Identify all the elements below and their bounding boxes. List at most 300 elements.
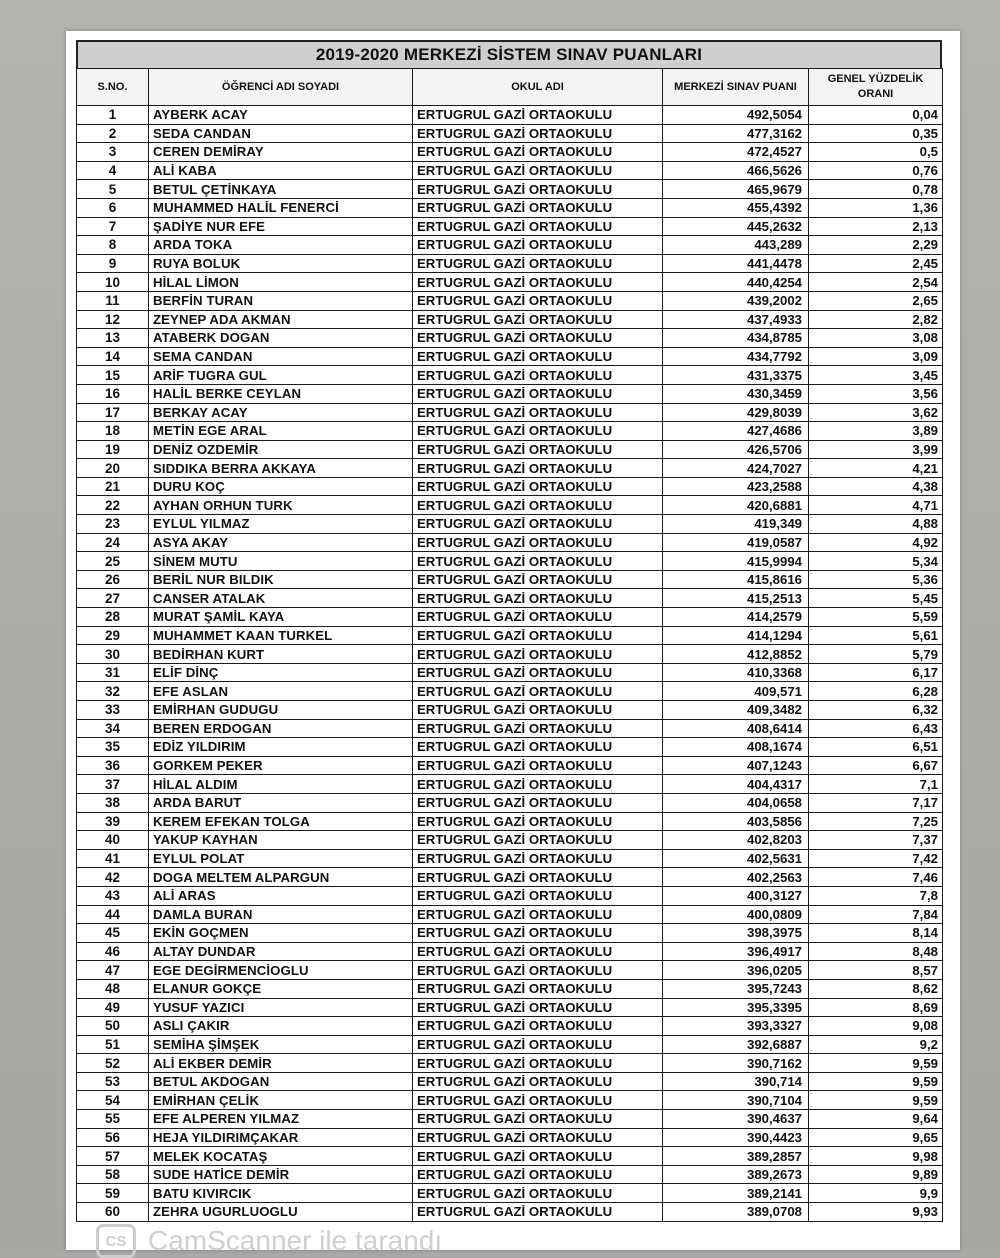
table-row	[77, 459, 943, 478]
table-row	[77, 496, 943, 515]
table-row	[77, 310, 943, 329]
table-row	[77, 1184, 943, 1203]
table-row	[77, 477, 943, 496]
student-name: EMİRHAN GUDUGU	[149, 701, 413, 720]
exam-score: 420,6881	[663, 496, 809, 515]
exam-score: 412,8852	[663, 645, 809, 664]
table-row	[77, 682, 943, 701]
school-name: ERTUGRUL GAZİ ORTAOKULU	[413, 924, 663, 943]
percentile-rate: 9,59	[809, 1091, 943, 1110]
student-name: MUHAMMED HALİL FENERCİ	[149, 198, 413, 217]
row-sno: 58	[77, 1165, 149, 1184]
school-name: ERTUGRUL GAZİ ORTAOKULU	[413, 886, 663, 905]
row-sno: 46	[77, 942, 149, 961]
exam-score: 390,714	[663, 1072, 809, 1091]
percentile-rate: 0,78	[809, 180, 943, 199]
row-sno: 20	[77, 459, 149, 478]
percentile-rate: 6,28	[809, 682, 943, 701]
row-sno: 29	[77, 626, 149, 645]
table-row	[77, 254, 943, 273]
percentile-rate: 0,04	[809, 106, 943, 125]
row-sno: 17	[77, 403, 149, 422]
school-name: ERTUGRUL GAZİ ORTAOKULU	[413, 719, 663, 738]
percentile-rate: 2,45	[809, 254, 943, 273]
school-name: ERTUGRUL GAZİ ORTAOKULU	[413, 552, 663, 571]
student-name: ŞADİYE NUR EFE	[149, 217, 413, 236]
table-row	[77, 756, 943, 775]
percentile-rate: 7,17	[809, 793, 943, 812]
table-row	[77, 347, 943, 366]
table-row	[77, 440, 943, 459]
student-name: ARDA TOKA	[149, 236, 413, 255]
exam-score: 455,4392	[663, 198, 809, 217]
percentile-rate: 5,34	[809, 552, 943, 571]
page-title: 2019-2020 MERKEZİ SİSTEM SINAV PUANLARI	[315, 45, 703, 64]
table-row	[77, 812, 943, 831]
exam-score: 466,5626	[663, 161, 809, 180]
row-sno: 10	[77, 273, 149, 292]
student-name: SUDE HATİCE DEMİR	[149, 1165, 413, 1184]
student-name: ZEYNEP ADA AKMAN	[149, 310, 413, 329]
table-row	[77, 329, 943, 348]
school-name: ERTUGRUL GAZİ ORTAOKULU	[413, 403, 663, 422]
school-name: ERTUGRUL GAZİ ORTAOKULU	[413, 738, 663, 757]
student-name: HİLAL ALDIM	[149, 775, 413, 794]
student-name: AYHAN ORHUN TURK	[149, 496, 413, 515]
student-name: SEDA CANDAN	[149, 124, 413, 143]
percentile-rate: 0,35	[809, 124, 943, 143]
table-row	[77, 1165, 943, 1184]
exam-score: 434,8785	[663, 329, 809, 348]
row-sno: 41	[77, 849, 149, 868]
row-sno: 4	[77, 161, 149, 180]
exam-score: 390,7104	[663, 1091, 809, 1110]
percentile-rate: 2,82	[809, 310, 943, 329]
table-row	[77, 831, 943, 850]
student-name: BATU KIVIRCIK	[149, 1184, 413, 1203]
exam-score: 396,0205	[663, 961, 809, 980]
row-sno: 35	[77, 738, 149, 757]
student-name: BETUL ÇETİNKAYA	[149, 180, 413, 199]
row-sno: 9	[77, 254, 149, 273]
exam-score: 400,0809	[663, 905, 809, 924]
exam-score: 403,5856	[663, 812, 809, 831]
school-name: ERTUGRUL GAZİ ORTAOKULU	[413, 1017, 663, 1036]
school-name: ERTUGRUL GAZİ ORTAOKULU	[413, 1110, 663, 1129]
school-name: ERTUGRUL GAZİ ORTAOKULU	[413, 812, 663, 831]
row-sno: 57	[77, 1147, 149, 1166]
row-sno: 16	[77, 384, 149, 403]
student-name: EFE ASLAN	[149, 682, 413, 701]
row-sno: 25	[77, 552, 149, 571]
school-name: ERTUGRUL GAZİ ORTAOKULU	[413, 756, 663, 775]
table-row	[77, 793, 943, 812]
exam-score: 392,6887	[663, 1035, 809, 1054]
student-name: ARİF TUGRA GUL	[149, 366, 413, 385]
row-sno: 5	[77, 180, 149, 199]
school-name: ERTUGRUL GAZİ ORTAOKULU	[413, 198, 663, 217]
percentile-rate: 5,79	[809, 645, 943, 664]
row-sno: 53	[77, 1072, 149, 1091]
percentile-rate: 7,1	[809, 775, 943, 794]
school-name: ERTUGRUL GAZİ ORTAOKULU	[413, 942, 663, 961]
row-sno: 38	[77, 793, 149, 812]
percentile-rate: 3,08	[809, 329, 943, 348]
student-name: CANSER ATALAK	[149, 589, 413, 608]
exam-score: 429,8039	[663, 403, 809, 422]
table-row	[77, 1091, 943, 1110]
row-sno: 15	[77, 366, 149, 385]
exam-score: 398,3975	[663, 924, 809, 943]
percentile-rate: 8,62	[809, 979, 943, 998]
school-name: ERTUGRUL GAZİ ORTAOKULU	[413, 236, 663, 255]
percentile-rate: 9,2	[809, 1035, 943, 1054]
exam-score: 389,2673	[663, 1165, 809, 1184]
exam-score: 404,0658	[663, 793, 809, 812]
exam-score: 472,4527	[663, 143, 809, 162]
school-name: ERTUGRUL GAZİ ORTAOKULU	[413, 161, 663, 180]
row-sno: 47	[77, 961, 149, 980]
table-row	[77, 1072, 943, 1091]
student-name: HEJA YILDIRIMÇAKAR	[149, 1128, 413, 1147]
student-name: GORKEM PEKER	[149, 756, 413, 775]
table-row	[77, 1110, 943, 1129]
table-row	[77, 273, 943, 292]
exam-score: 465,9679	[663, 180, 809, 199]
row-sno: 56	[77, 1128, 149, 1147]
row-sno: 60	[77, 1203, 149, 1222]
table-row	[77, 979, 943, 998]
table-row	[77, 161, 943, 180]
student-name: BEREN ERDOGAN	[149, 719, 413, 738]
table-row	[77, 180, 943, 199]
percentile-rate: 9,59	[809, 1072, 943, 1091]
student-name: DAMLA BURAN	[149, 905, 413, 924]
table-row	[77, 291, 943, 310]
table-row	[77, 1017, 943, 1036]
col-header-sno: S.NO.	[77, 69, 149, 106]
table-row	[77, 124, 943, 143]
row-sno: 37	[77, 775, 149, 794]
exam-score: 389,2141	[663, 1184, 809, 1203]
table-row	[77, 626, 943, 645]
student-name: EYLUL POLAT	[149, 849, 413, 868]
exam-score: 419,349	[663, 515, 809, 534]
school-name: ERTUGRUL GAZİ ORTAOKULU	[413, 998, 663, 1017]
student-name: BETUL AKDOGAN	[149, 1072, 413, 1091]
student-name: METİN EGE ARAL	[149, 422, 413, 441]
school-name: ERTUGRUL GAZİ ORTAOKULU	[413, 124, 663, 143]
results-table	[76, 68, 943, 1222]
school-name: ERTUGRUL GAZİ ORTAOKULU	[413, 1072, 663, 1091]
table-row	[77, 998, 943, 1017]
row-sno: 48	[77, 979, 149, 998]
results-sheet	[76, 40, 942, 1222]
exam-score: 492,5054	[663, 106, 809, 125]
percentile-rate: 7,46	[809, 868, 943, 887]
percentile-rate: 5,59	[809, 608, 943, 627]
percentile-rate: 9,65	[809, 1128, 943, 1147]
percentile-rate: 4,38	[809, 477, 943, 496]
percentile-rate: 0,76	[809, 161, 943, 180]
col-header-score: MERKEZİ SINAV PUANI	[663, 69, 809, 106]
student-name: ALTAY DUNDAR	[149, 942, 413, 961]
exam-score: 390,7162	[663, 1054, 809, 1073]
percentile-rate: 3,62	[809, 403, 943, 422]
exam-score: 431,3375	[663, 366, 809, 385]
percentile-rate: 9,08	[809, 1017, 943, 1036]
student-name: ZEHRA UGURLUOGLU	[149, 1203, 413, 1222]
exam-score: 390,4423	[663, 1128, 809, 1147]
student-name: ATABERK DOGAN	[149, 329, 413, 348]
row-sno: 11	[77, 291, 149, 310]
exam-score: 414,2579	[663, 608, 809, 627]
percentile-rate: 5,45	[809, 589, 943, 608]
row-sno: 21	[77, 477, 149, 496]
school-name: ERTUGRUL GAZİ ORTAOKULU	[413, 440, 663, 459]
exam-score: 445,2632	[663, 217, 809, 236]
exam-score: 409,571	[663, 682, 809, 701]
col-header-name: ÖĞRENCİ ADI SOYADI	[149, 69, 413, 106]
table-row	[77, 608, 943, 627]
student-name: KEREM EFEKAN TOLGA	[149, 812, 413, 831]
row-sno: 22	[77, 496, 149, 515]
student-name: ASLI ÇAKIR	[149, 1017, 413, 1036]
row-sno: 44	[77, 905, 149, 924]
table-row	[77, 701, 943, 720]
exam-score: 408,6414	[663, 719, 809, 738]
table-row	[77, 738, 943, 757]
row-sno: 31	[77, 663, 149, 682]
student-name: AYBERK ACAY	[149, 106, 413, 125]
row-sno: 33	[77, 701, 149, 720]
percentile-rate: 7,84	[809, 905, 943, 924]
exam-score: 427,4686	[663, 422, 809, 441]
table-row	[77, 515, 943, 534]
student-name: BERFİN TURAN	[149, 291, 413, 310]
row-sno: 23	[77, 515, 149, 534]
percentile-rate: 4,92	[809, 533, 943, 552]
exam-score: 415,2513	[663, 589, 809, 608]
school-name: ERTUGRUL GAZİ ORTAOKULU	[413, 775, 663, 794]
percentile-rate: 3,99	[809, 440, 943, 459]
camscanner-watermark	[96, 1224, 442, 1258]
percentile-rate: 2,54	[809, 273, 943, 292]
col-header-percentile: GENEL YÜZDELİK ORANI	[809, 69, 943, 106]
exam-score: 393,3327	[663, 1017, 809, 1036]
student-name: MUHAMMET KAAN TURKEL	[149, 626, 413, 645]
student-name: BERİL NUR BILDIK	[149, 570, 413, 589]
table-row	[77, 775, 943, 794]
student-name: HİLAL LİMON	[149, 273, 413, 292]
percentile-rate: 0,5	[809, 143, 943, 162]
col-header-school: OKUL ADI	[413, 69, 663, 106]
row-sno: 32	[77, 682, 149, 701]
exam-score: 396,4917	[663, 942, 809, 961]
percentile-rate: 2,13	[809, 217, 943, 236]
exam-score: 437,4933	[663, 310, 809, 329]
percentile-rate: 2,29	[809, 236, 943, 255]
school-name: ERTUGRUL GAZİ ORTAOKULU	[413, 570, 663, 589]
percentile-rate: 8,57	[809, 961, 943, 980]
row-sno: 45	[77, 924, 149, 943]
table-row	[77, 589, 943, 608]
school-name: ERTUGRUL GAZİ ORTAOKULU	[413, 1184, 663, 1203]
row-sno: 18	[77, 422, 149, 441]
camscanner-logo-text: CS	[105, 1232, 127, 1250]
school-name: ERTUGRUL GAZİ ORTAOKULU	[413, 1128, 663, 1147]
student-name: SIDDIKA BERRA AKKAYA	[149, 459, 413, 478]
title-bar	[76, 40, 942, 68]
exam-score: 402,5631	[663, 849, 809, 868]
percentile-rate: 6,32	[809, 701, 943, 720]
school-name: ERTUGRUL GAZİ ORTAOKULU	[413, 1203, 663, 1222]
percentile-rate: 9,9	[809, 1184, 943, 1203]
student-name: EFE ALPEREN YILMAZ	[149, 1110, 413, 1129]
school-name: ERTUGRUL GAZİ ORTAOKULU	[413, 384, 663, 403]
exam-score: 414,1294	[663, 626, 809, 645]
exam-score: 426,5706	[663, 440, 809, 459]
school-name: ERTUGRUL GAZİ ORTAOKULU	[413, 347, 663, 366]
row-sno: 55	[77, 1110, 149, 1129]
table-row	[77, 217, 943, 236]
student-name: CEREN DEMİRAY	[149, 143, 413, 162]
exam-score: 415,8616	[663, 570, 809, 589]
table-row	[77, 422, 943, 441]
exam-score: 402,8203	[663, 831, 809, 850]
row-sno: 13	[77, 329, 149, 348]
percentile-rate: 7,25	[809, 812, 943, 831]
student-name: DOGA MELTEM ALPARGUN	[149, 868, 413, 887]
school-name: ERTUGRUL GAZİ ORTAOKULU	[413, 217, 663, 236]
results-body	[77, 106, 943, 1222]
exam-score: 439,2002	[663, 291, 809, 310]
row-sno: 6	[77, 198, 149, 217]
table-row	[77, 868, 943, 887]
row-sno: 14	[77, 347, 149, 366]
table-row	[77, 236, 943, 255]
exam-score: 440,4254	[663, 273, 809, 292]
percentile-rate: 5,61	[809, 626, 943, 645]
student-name: YAKUP KAYHAN	[149, 831, 413, 850]
percentile-rate: 4,21	[809, 459, 943, 478]
school-name: ERTUGRUL GAZİ ORTAOKULU	[413, 459, 663, 478]
exam-score: 424,7027	[663, 459, 809, 478]
student-name: MELEK KOCATAŞ	[149, 1147, 413, 1166]
school-name: ERTUGRUL GAZİ ORTAOKULU	[413, 626, 663, 645]
percentile-rate: 8,48	[809, 942, 943, 961]
school-name: ERTUGRUL GAZİ ORTAOKULU	[413, 682, 663, 701]
table-row	[77, 645, 943, 664]
exam-score: 389,0708	[663, 1203, 809, 1222]
exam-score: 434,7792	[663, 347, 809, 366]
table-row	[77, 384, 943, 403]
row-sno: 42	[77, 868, 149, 887]
student-name: ARDA BARUT	[149, 793, 413, 812]
school-name: ERTUGRUL GAZİ ORTAOKULU	[413, 291, 663, 310]
percentile-rate: 6,67	[809, 756, 943, 775]
row-sno: 7	[77, 217, 149, 236]
row-sno: 3	[77, 143, 149, 162]
school-name: ERTUGRUL GAZİ ORTAOKULU	[413, 533, 663, 552]
exam-score: 395,7243	[663, 979, 809, 998]
student-name: HALİL BERKE CEYLAN	[149, 384, 413, 403]
student-name: RUYA BOLUK	[149, 254, 413, 273]
school-name: ERTUGRUL GAZİ ORTAOKULU	[413, 496, 663, 515]
table-row	[77, 886, 943, 905]
camscanner-logo-icon	[96, 1224, 136, 1258]
percentile-rate: 9,93	[809, 1203, 943, 1222]
exam-score: 441,4478	[663, 254, 809, 273]
percentile-rate: 3,56	[809, 384, 943, 403]
school-name: ERTUGRUL GAZİ ORTAOKULU	[413, 793, 663, 812]
student-name: DURU KOÇ	[149, 477, 413, 496]
school-name: ERTUGRUL GAZİ ORTAOKULU	[413, 106, 663, 125]
table-row	[77, 961, 943, 980]
percentile-rate: 9,89	[809, 1165, 943, 1184]
table-row	[77, 663, 943, 682]
school-name: ERTUGRUL GAZİ ORTAOKULU	[413, 1165, 663, 1184]
row-sno: 51	[77, 1035, 149, 1054]
school-name: ERTUGRUL GAZİ ORTAOKULU	[413, 1054, 663, 1073]
row-sno: 49	[77, 998, 149, 1017]
exam-score: 404,4317	[663, 775, 809, 794]
row-sno: 39	[77, 812, 149, 831]
percentile-rate: 4,71	[809, 496, 943, 515]
row-sno: 2	[77, 124, 149, 143]
exam-score: 443,289	[663, 236, 809, 255]
student-name: ALİ KABA	[149, 161, 413, 180]
percentile-rate: 9,64	[809, 1110, 943, 1129]
row-sno: 52	[77, 1054, 149, 1073]
percentile-rate: 6,51	[809, 738, 943, 757]
student-name: DENİZ OZDEMİR	[149, 440, 413, 459]
percentile-rate: 6,43	[809, 719, 943, 738]
percentile-rate: 9,98	[809, 1147, 943, 1166]
table-row	[77, 106, 943, 125]
row-sno: 43	[77, 886, 149, 905]
table-row	[77, 1035, 943, 1054]
school-name: ERTUGRUL GAZİ ORTAOKULU	[413, 905, 663, 924]
school-name: ERTUGRUL GAZİ ORTAOKULU	[413, 366, 663, 385]
school-name: ERTUGRUL GAZİ ORTAOKULU	[413, 422, 663, 441]
exam-score: 407,1243	[663, 756, 809, 775]
school-name: ERTUGRUL GAZİ ORTAOKULU	[413, 143, 663, 162]
student-name: BEDİRHAN KURT	[149, 645, 413, 664]
percentile-rate: 7,42	[809, 849, 943, 868]
table-row	[77, 552, 943, 571]
percentile-rate: 3,45	[809, 366, 943, 385]
percentile-rate: 5,36	[809, 570, 943, 589]
row-sno: 1	[77, 106, 149, 125]
school-name: ERTUGRUL GAZİ ORTAOKULU	[413, 1035, 663, 1054]
exam-score: 409,3482	[663, 701, 809, 720]
school-name: ERTUGRUL GAZİ ORTAOKULU	[413, 515, 663, 534]
student-name: SEMİHA ŞİMŞEK	[149, 1035, 413, 1054]
row-sno: 8	[77, 236, 149, 255]
student-name: ASYA AKAY	[149, 533, 413, 552]
percentile-rate: 7,8	[809, 886, 943, 905]
school-name: ERTUGRUL GAZİ ORTAOKULU	[413, 310, 663, 329]
table-row	[77, 143, 943, 162]
percentile-rate: 1,36	[809, 198, 943, 217]
table-row	[77, 1054, 943, 1073]
student-name: YUSUF YAZICI	[149, 998, 413, 1017]
row-sno: 19	[77, 440, 149, 459]
table-row	[77, 366, 943, 385]
school-name: ERTUGRUL GAZİ ORTAOKULU	[413, 1147, 663, 1166]
percentile-rate: 8,69	[809, 998, 943, 1017]
